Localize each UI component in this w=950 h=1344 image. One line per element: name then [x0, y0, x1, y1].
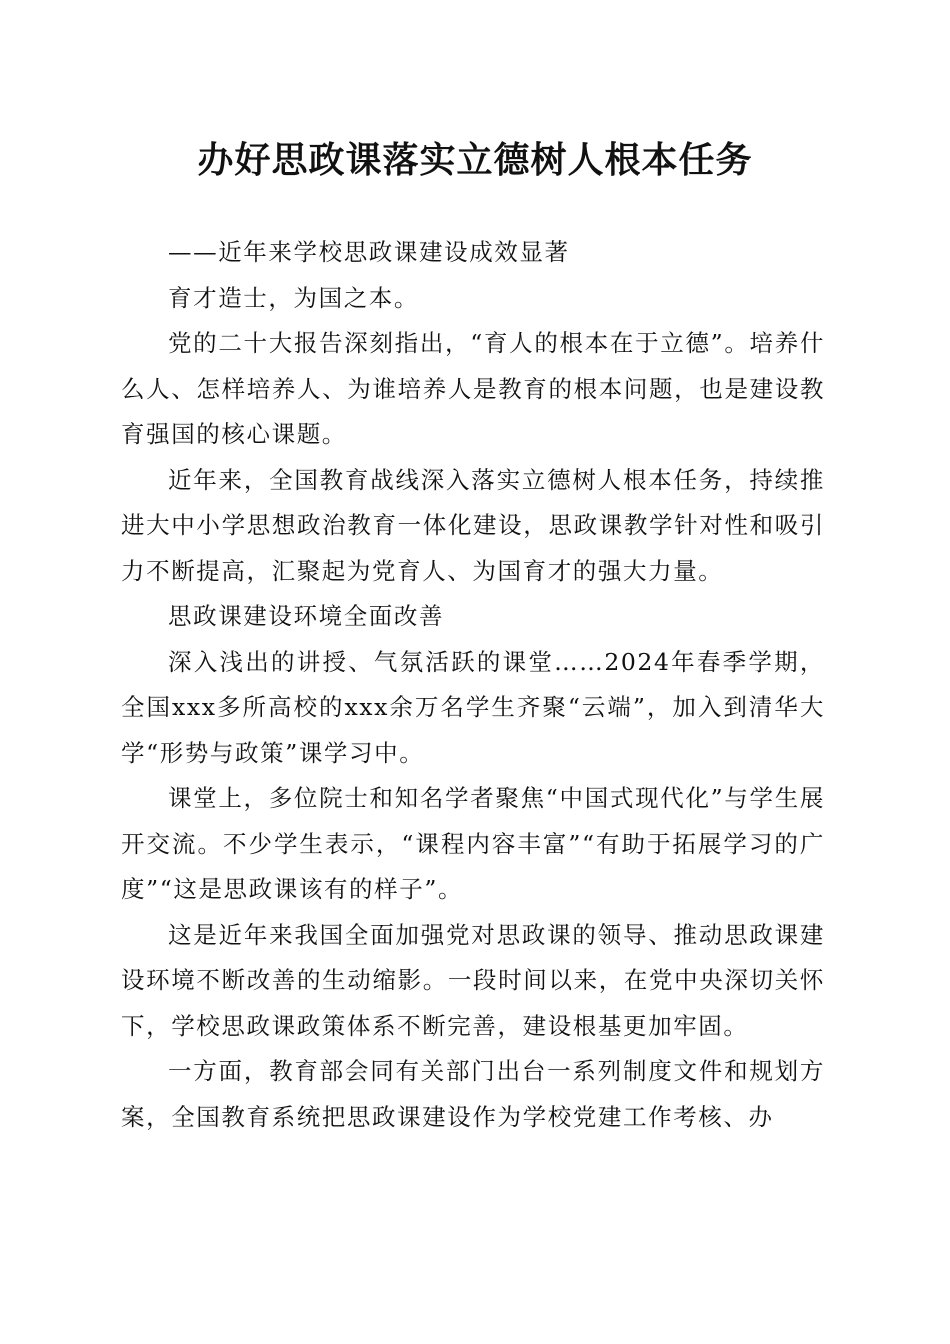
subtitle-paragraph: ——近年来学校思政课建设成效显著: [168, 238, 570, 266]
body-paragraph: 一方面，教育部会同有关部门出台一系列制度文件和规划方案，全国教育系统把思政课建设作为学校党建工作考核、办: [121, 1057, 825, 1131]
document-body: [121, 230, 825, 1140]
body-paragraph: 近年来，全国教育战线深入落实立德树人根本任务，持续推进大中小学思想政治教育一体化建设，思政课教学针对性和吸引力不断提高，汇聚起为党育人、为国育才的强大力量。: [121, 465, 825, 585]
body-paragraph: 课堂上，多位院士和知名学者聚焦“中国式现代化”与学生展开交流。不少学生表示，“课程内容丰富”“有助于拓展学习的广度”“这是思政课该有的样子”。: [121, 784, 825, 903]
body-paragraph: 育才造士，为国之本。: [168, 283, 419, 312]
document-title: 办好思政课落实立德树人根本任务: [197, 139, 753, 181]
body-paragraph: 这是近年来我国全面加强党对思政课的领导、推动思政课建设环境不断改善的生动缩影。一段时间以来，在党中央深切关怀下，学校思政课政策体系不断完善，建设根基更加牢固。: [121, 920, 825, 1040]
body-paragraph: 深入浅出的讲授、气氛活跃的课堂……2024年春季学期，全国xxx多所高校的xxx余万名学生齐聚“云端”，加入到清华大学“形势与政策”课学习中。: [121, 647, 825, 767]
section-heading: 思政课建设环境全面改善: [168, 602, 445, 630]
body-paragraph: 党的二十大报告深刻指出，“育人的根本在于立德”。培养什么人、怎样培养人、为谁培养人是教育的根本问题，也是建设教育强国的核心课题。: [121, 329, 825, 448]
